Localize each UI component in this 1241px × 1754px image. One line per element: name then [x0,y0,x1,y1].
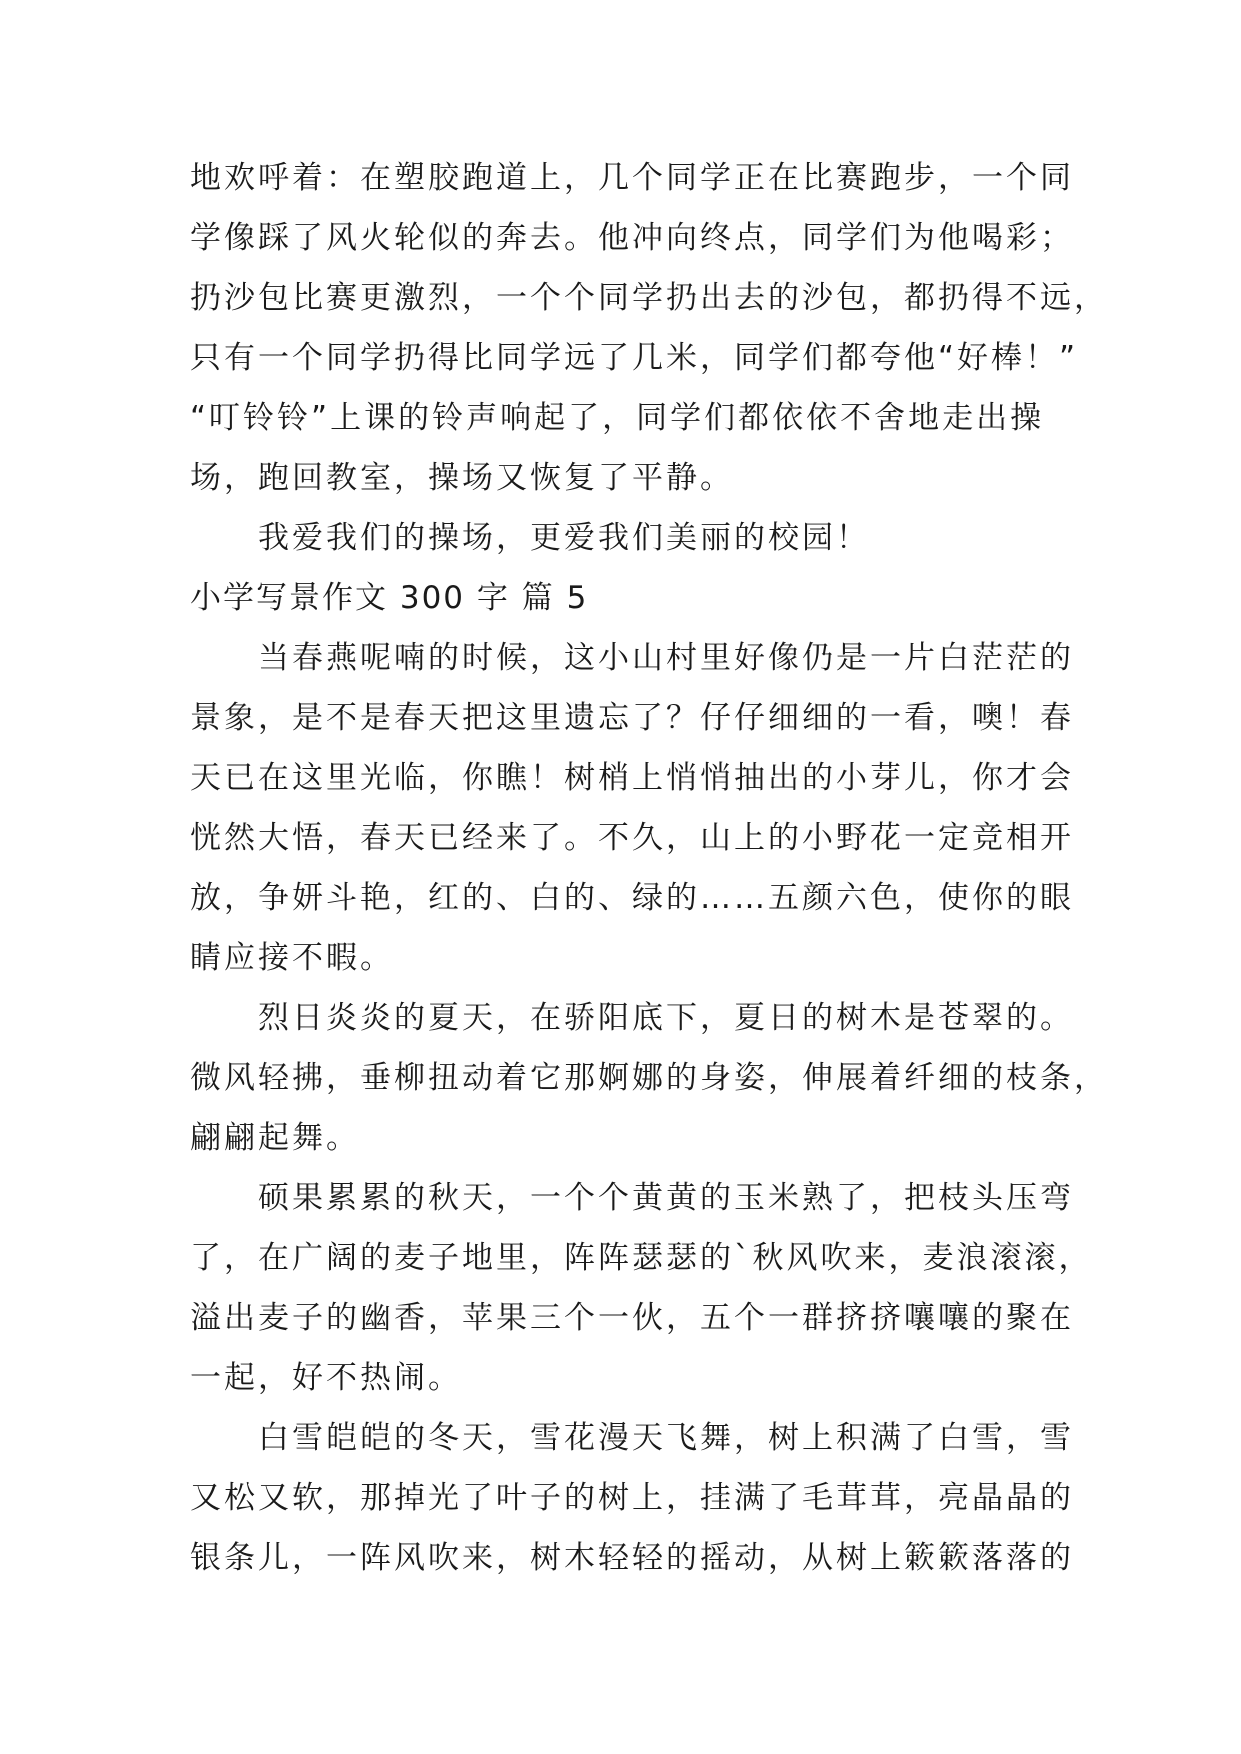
document-body [190,158,1108,1598]
text-line: 学像踩了风火轮似的奔去。他冲向终点，同学们为他喝彩； [190,220,1074,256]
section-heading: 小学写景作文 300 字 篇 5 [190,580,589,616]
text-line: 只有一个同学扔得比同学远了几米，同学们都夸他“好棒！” [190,340,1079,376]
text-line: 了，在广阔的麦子地里，阵阵瑟瑟的`秋风吹来，麦浪滚滚， [190,1240,1093,1276]
text-line: 恍然大悟，春天已经来了。不久，山上的小野花一定竞相开 [190,820,1074,856]
paragraph-start-line: 我爱我们的操场，更爱我们美丽的校园！ [258,520,870,556]
text-line: 睛应接不暇。 [190,940,394,976]
text-line: 一起，好不热闹。 [190,1360,462,1396]
text-line: 场，跑回教室，操场又恢复了平静。 [190,460,734,496]
text-line: 地欢呼着：在塑胶跑道上，几个同学正在比赛跑步，一个同 [190,160,1074,196]
text-line: 又松又软，那掉光了叶子的树上，挂满了毛茸茸，亮晶晶的 [190,1480,1074,1516]
text-line: 翩翩起舞。 [190,1120,360,1156]
text-line: “叮铃铃”上课的铃声响起了，同学们都依依不舍地走出操 [190,400,1045,436]
paragraph-start-line: 当春燕呢喃的时候，这小山村里好像仍是一片白茫茫的 [258,640,1074,676]
text-line: 微风轻拂，垂柳扭动着它那婀娜的身姿，伸展着纤细的枝条， [190,1060,1108,1096]
text-line: 溢出麦子的幽香，苹果三个一伙，五个一群挤挤嚷嚷的聚在 [190,1300,1074,1336]
text-line: 景象，是不是春天把这里遗忘了？仔仔细细的一看，噢！春 [190,700,1074,736]
text-line: 天已在这里光临，你瞧！树梢上悄悄抽出的小芽儿，你才会 [190,760,1074,796]
paragraph-start-line: 白雪皑皑的冬天，雪花漫天飞舞，树上积满了白雪，雪 [258,1420,1074,1456]
text-line: 扔沙包比赛更激烈，一个个同学扔出去的沙包，都扔得不远， [190,280,1108,316]
text-line: 银条儿，一阵风吹来，树木轻轻的摇动，从树上簌簌落落的 [190,1540,1074,1576]
paragraph-start-line: 硕果累累的秋天，一个个黄黄的玉米熟了，把枝头压弯 [258,1180,1074,1216]
paragraph-start-line: 烈日炎炎的夏天，在骄阳底下，夏日的树木是苍翠的。 [258,1000,1074,1036]
text-line: 放，争妍斗艳，红的、白的、绿的……五颜六色，使你的眼 [190,880,1074,916]
